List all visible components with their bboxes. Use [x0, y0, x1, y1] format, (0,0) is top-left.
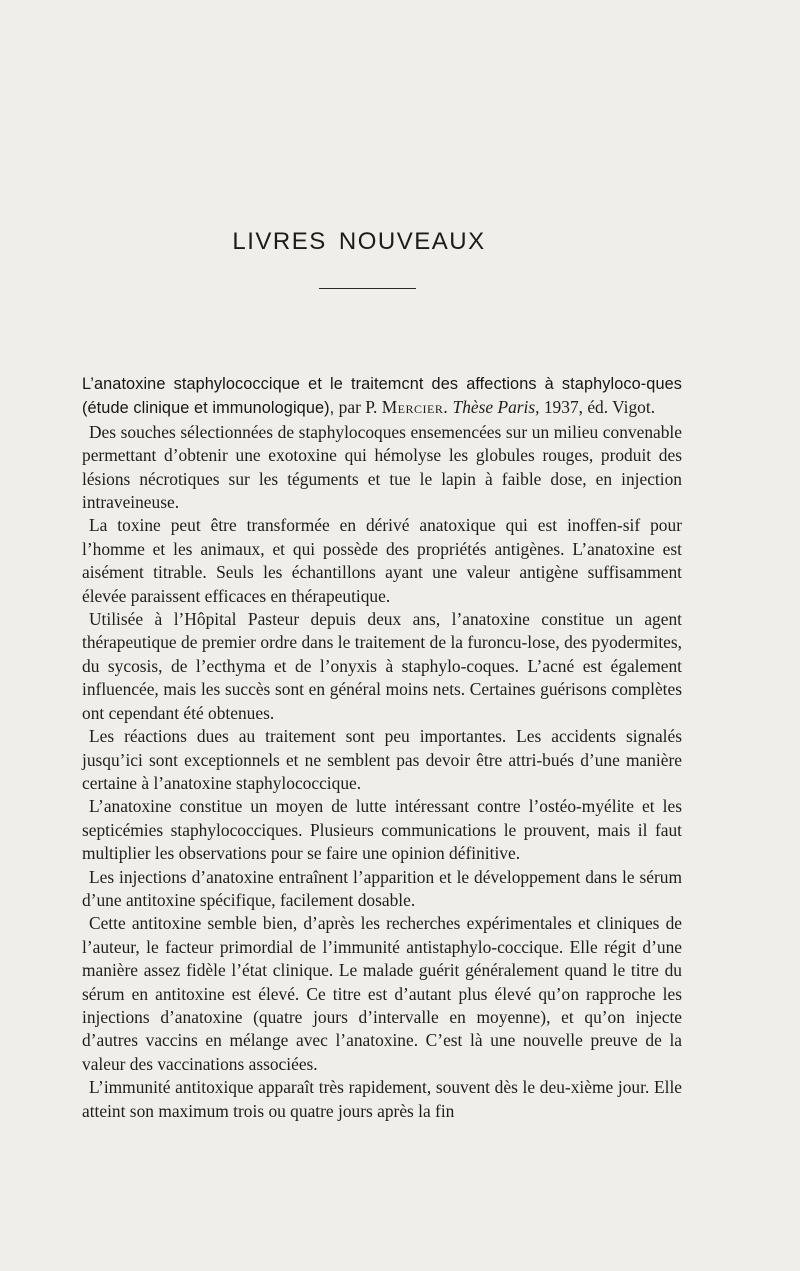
- paragraph-8: L’immunité antitoxique apparaît très rapidement, souvent dès le deu-xième jour. Elle atteint son maximum trois ou quatre jours après la fin: [82, 1077, 682, 1121]
- author-name: Mercier.: [381, 397, 449, 418]
- publication-info: 1937, éd. Vigot.: [543, 397, 656, 418]
- by-label: par: [338, 397, 361, 418]
- paragraph-7: Cette antitoxine semble bien, d’après les recherches expérimentales et cliniques de l’auteur, le facteur primordial de l’immunité antistaphylo-coccique. Elle régit d’une manière assez fidèle l’état clinique. Le malade guérit généralement quand le titre du sérum en antitoxine est élevé. Ce titre est d’autant plus élevé qu’on rapproche les injections d’anatoxine (quatre jours d’intervalle en moyenne), et qu’on injecte d’autres vaccins en mélange avec l’anatoxine. C’est là une nouvelle preuve de la valeur des vaccinations associées.: [82, 913, 682, 1074]
- author-initial: P.: [365, 397, 378, 418]
- paragraph-5: L’anatoxine constitue un moyen de lutte intéressant contre l’ostéo-myélite et les septicémies staphylococciques. Plusieurs communications le prouvent, mais il faut multiplier les observations pour se faire une opinion définitive.: [82, 796, 682, 864]
- section-title: LIVRES NOUVEAUX: [232, 228, 486, 255]
- paragraph-2: La toxine peut être transformée en dérivé anatoxique qui est inoffen-sif pour l’homme et les animaux, et qui possède des propriétés antigènes. L’anatoxine est aisément titrable. Seuls les échantillons ayant une valeur antigène suffisamment élevée paraissent efficaces en thérapeutique.: [82, 515, 682, 606]
- review-body: [82, 372, 682, 1123]
- thesis-label: Thèse Paris,: [452, 397, 540, 418]
- review-heading: [82, 372, 682, 421]
- paragraph-3: Utilisée à l’Hôpital Pasteur depuis deux ans, l’anatoxine constitue un agent thérapeutique de premier ordre dans le traitement de la furoncu-lose, des pyodermites, du sycosis, de l’ecthyma et de l’onyxis à staphylo-coques. L’acné est également influencée, mais les succès sont en général moins nets. Certaines guérisons complètes ont cependant été obtenues.: [82, 609, 682, 723]
- work-title: L’anatoxine staphylococcique et le traitemcnt des affections à staphyloco-ques (étude clinique et immunologique),: [82, 375, 682, 418]
- title-divider: [319, 288, 416, 289]
- paragraph-6: Les injections d’anatoxine entraînent l’apparition et le développement dans le sérum d’une antitoxine spécifique, facilement dosable.: [82, 866, 682, 910]
- paragraph-1: Des souches sélectionnées de staphylocoques ensemencées sur un milieu convenable permettant d’obtenir une exotoxine qui hémolyse les globules rouges, produit des lésions nécrotiques sur les téguments et tue le lapin à faible dose, en injection intraveineuse.: [82, 421, 682, 513]
- paragraph-4: Les réactions dues au traitement sont peu importantes. Les accidents signalés jusqu’ici sont exceptionnels et ne semblent pas devoir être attri-bués d’une manière certaine à l’anatoxine staphylococcique.: [82, 726, 682, 793]
